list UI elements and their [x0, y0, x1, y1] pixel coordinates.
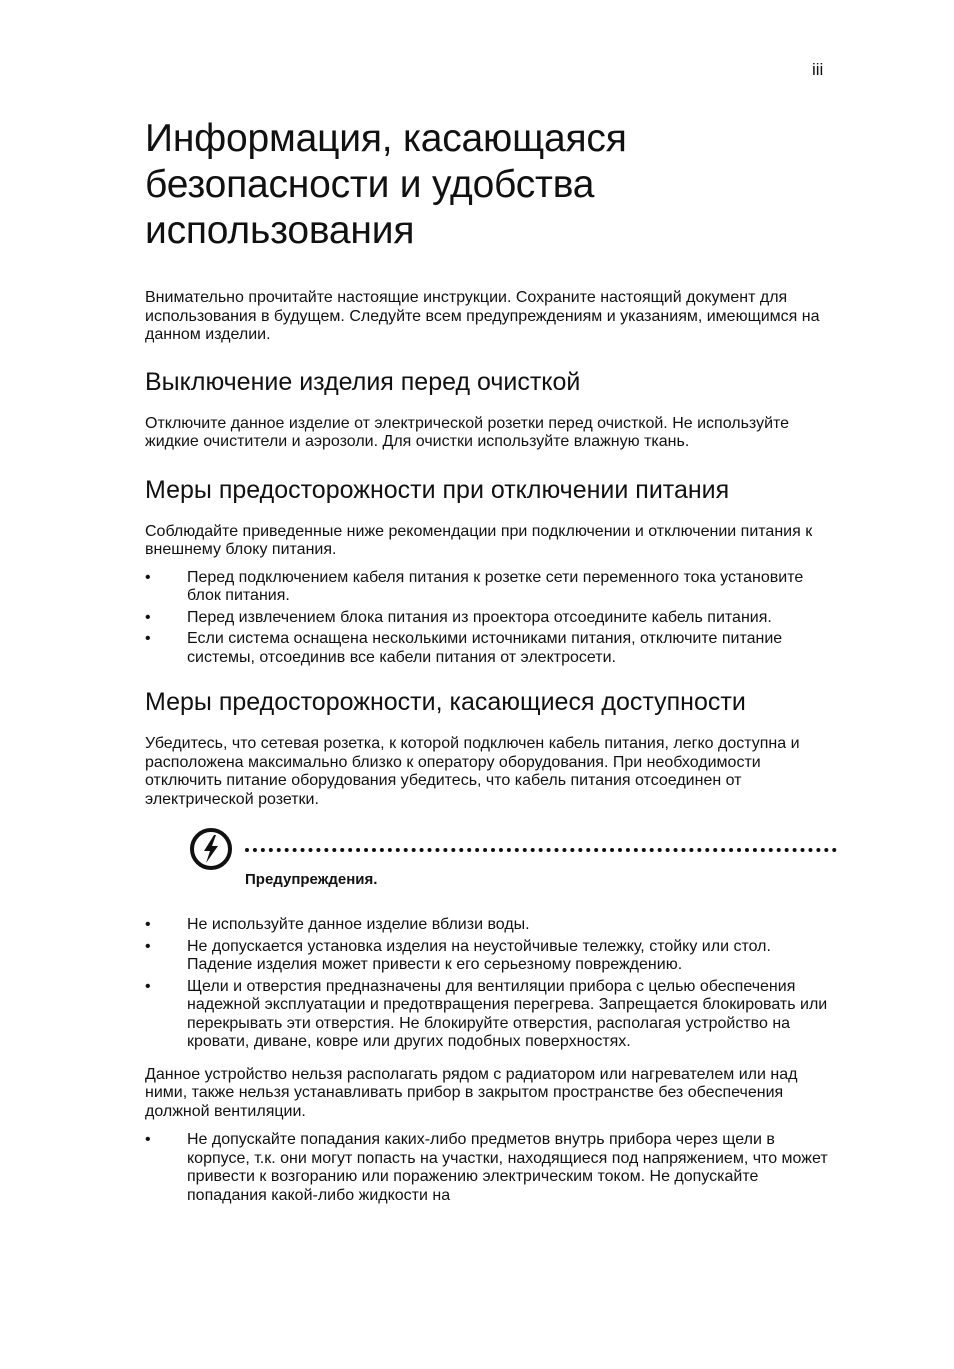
list-item: • Перед подключением кабеля питания к розетке сети переменного тока установите блок питания. [145, 568, 804, 604]
page-number: iii [812, 60, 824, 79]
heater-paragraph: Данное устройство нельзя располагать рядом с радиатором или нагревателем или над ними, также нельзя устанавливать прибор в закрытом пространстве без обеспечения должной вентиляции. [145, 1065, 798, 1120]
list-item: • Если система оснащена несколькими источниками питания, отключите питание системы, отсоединив все кабели питания от электросети. [145, 630, 783, 666]
bullet-mark: • [145, 608, 151, 626]
bullet-mark: • [145, 630, 151, 647]
section-text-accessibility: Убедитесь, что сетевая розетка, к которой подключен кабель питания, легко доступна и расположена максимально близко к оператору оборудования. При необходимости отключить питание оборудования убедитесь, что кабель питания отсоединен от электрической розетки. [145, 735, 800, 808]
warning-label: Предупреждения. [245, 871, 378, 888]
list-item: • Перед извлечением блока питания из проектора отсоедините кабель питания. [145, 608, 772, 626]
bullet-mark: • [145, 937, 151, 955]
power-bullet-list [145, 569, 835, 668]
warning-bullet-list [145, 916, 835, 1052]
section-text-power: Соблюдайте приведенные ниже рекомендации при подключении и отключении питания к внешнему блоку питания. [145, 522, 813, 558]
document-content [145, 116, 835, 1208]
bullet-mark: • [145, 1131, 151, 1148]
section-heading-power: Меры предосторожности при отключении питания [145, 475, 730, 504]
section-text-cleaning: Отключите данное изделие от электрической розетки перед очисткой. Не используйте жидкие очистители и аэрозоли. Для очистки используйте влажную ткань. [145, 414, 790, 450]
lightning-warning-icon [189, 827, 233, 871]
intro-paragraph: Внимательно прочитайте настоящие инструкции. Сохраните настоящий документ для использования в будущем. Следуйте всем предупреждениям и указаниям, имеющимся на данном изделии. [145, 289, 820, 343]
bullet-mark: • [145, 568, 151, 586]
dotted-divider [245, 848, 837, 852]
list-item: • Не допускайте попадания каких-либо предметов внутрь прибора через щели в корпусе, т.к. они могут попасть на участки, находящиеся под напряжением, что может привести к возгоранию или поражению электрическим током. Не допускайте попадания какой-либо жидкости на [145, 1131, 828, 1204]
list-item: • Щели и отверстия предназначены для вентиляции прибора с целью обеспечения надежной эксплуатации и предотвращения перегрева. Запрещается блокировать или перекрывать эти отверстия. Не блокируйте отверстия, располагая устройство на кровати, диване, ковре или других подобных поверхностях. [145, 977, 828, 1050]
section-heading-accessibility: Меры предосторожности, касающиеся доступности [145, 688, 746, 716]
section-heading-cleaning: Выключение изделия перед очисткой [145, 367, 581, 396]
list-item: • Не допускается установка изделия на неустойчивые тележку, стойку или стол. Падение изделия может привести к его серьезному повреждению. [145, 937, 771, 973]
page-title: Информация, касающаяся безопасности и удобства использования [145, 117, 627, 252]
bullet-mark: • [145, 977, 151, 995]
bullet-mark: • [145, 916, 151, 933]
list-item: • Не используйте данное изделие вблизи воды. [145, 916, 530, 933]
final-bullet-list [145, 1131, 835, 1205]
warning-block [145, 827, 835, 907]
